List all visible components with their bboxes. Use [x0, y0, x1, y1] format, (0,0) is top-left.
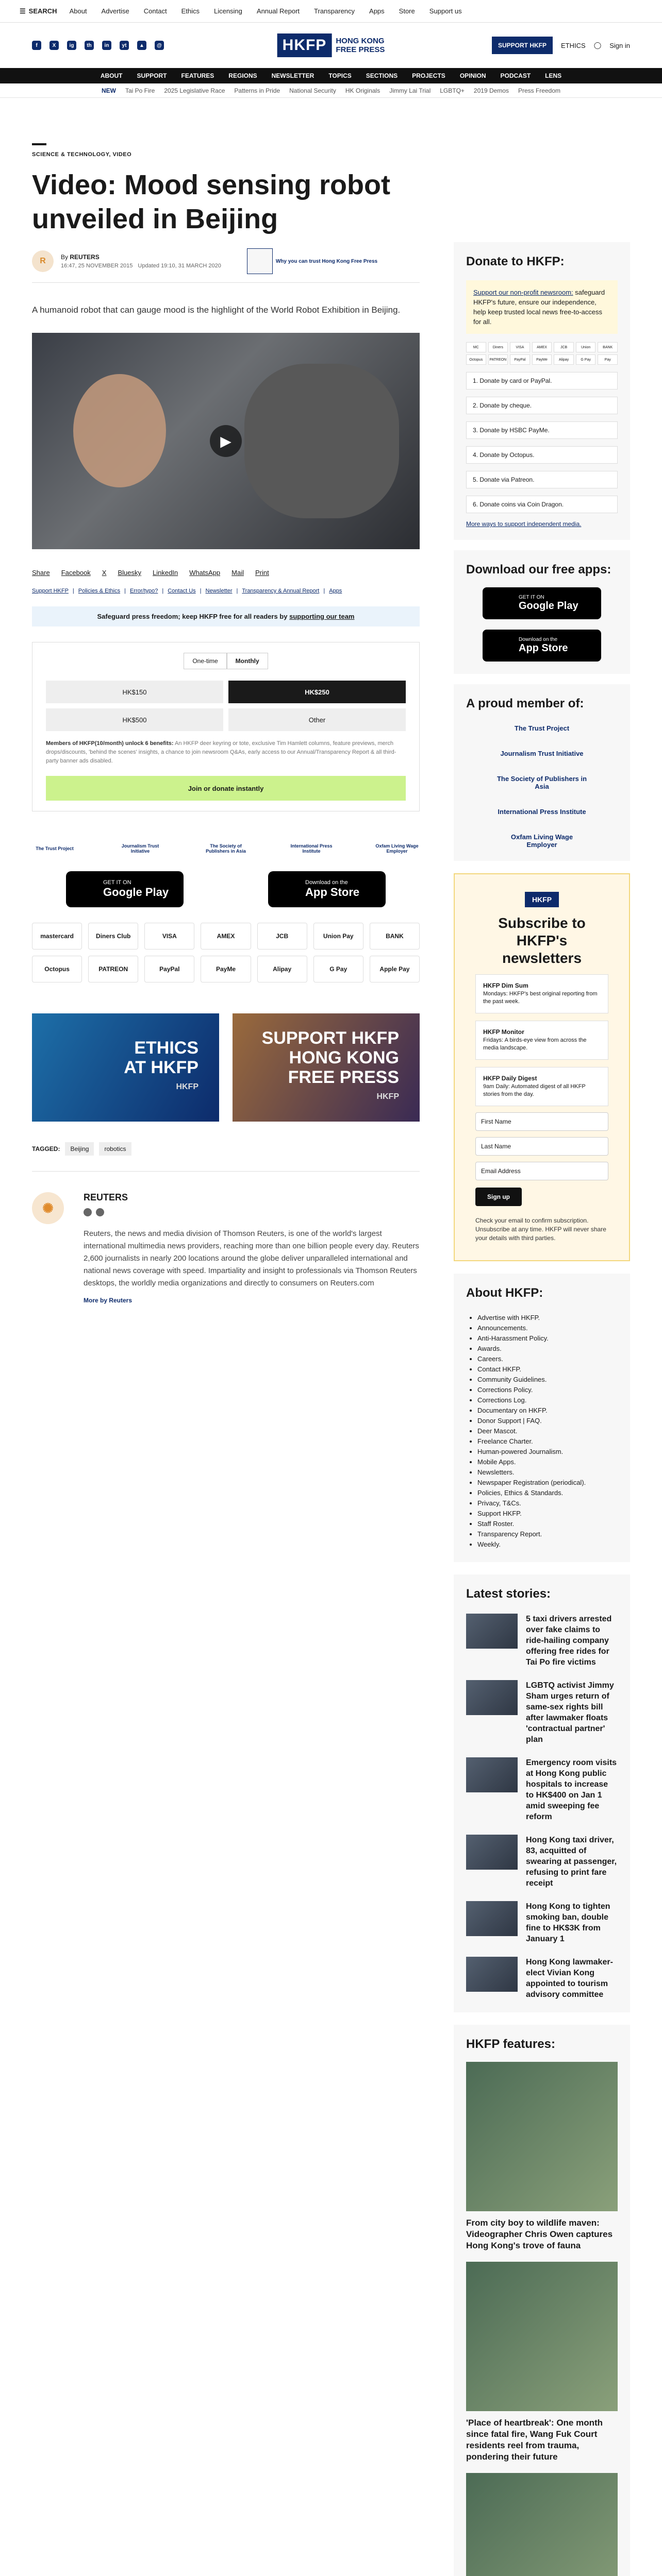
- widget-title: About HKFP:: [466, 1286, 543, 1300]
- payment-logo: PayMe: [532, 354, 552, 365]
- byline-dates: [61, 263, 221, 269]
- newsletter-note: Check your email to confirm subscription. Unsubscribe at any time. HKFP will never share your details with third parties.: [475, 1217, 606, 1242]
- video-player[interactable]: [32, 333, 420, 549]
- member-logo[interactable]: Journalism Trust Initiative: [121, 843, 159, 854]
- story-title[interactable]: Hong Kong lawmaker-elect Vivian Kong appointed to tourism advisory committee: [526, 1958, 613, 1999]
- member-widget: [454, 684, 630, 861]
- article-title: Video: Mood sensing robot unveiled in Beijing: [32, 170, 390, 234]
- payment-logo: JCB: [257, 923, 307, 950]
- email-icon[interactable]: @: [155, 41, 164, 50]
- topbar-link[interactable]: Licensing: [213, 7, 242, 15]
- newsletter-name: HKFP Monitor: [483, 1028, 524, 1036]
- nav-item[interactable]: REGIONS: [228, 72, 257, 79]
- about-link[interactable]: • Privacy, T&Cs.: [477, 1498, 618, 1509]
- badge-caption: Download on the: [519, 637, 558, 642]
- payment-logo: PATREON: [88, 956, 138, 982]
- promo-banners: [32, 1013, 420, 1122]
- topbar-link[interactable]: Annual Report: [256, 7, 300, 15]
- newsletter-name: HKFP Dim Sum: [483, 982, 528, 989]
- member-logo[interactable]: Journalism Trust Initiative: [500, 750, 584, 757]
- newsletter-desc: Fridays: A birds-eye view from across the media landscape.: [483, 1037, 587, 1051]
- payment-logo: PayMe: [201, 956, 251, 982]
- subnav-item[interactable]: Tai Po Fire: [125, 87, 155, 94]
- feature-story[interactable]: [466, 2262, 618, 2463]
- features-widget: [454, 2025, 630, 2576]
- story-thumbnail[interactable]: [466, 1835, 518, 1870]
- author-box: [32, 1171, 420, 1304]
- topbar-link[interactable]: Ethics: [181, 7, 200, 15]
- member-logo[interactable]: Oxfam Living Wage Employer: [510, 833, 573, 849]
- widget-title: Download our free apps:: [466, 563, 611, 577]
- badge-caption: GET IT ON: [519, 595, 544, 600]
- latest-story[interactable]: [466, 1680, 618, 1745]
- payment-logo: AMEX: [532, 342, 552, 352]
- about-link[interactable]: • Announcements.: [477, 1323, 618, 1333]
- threads-icon[interactable]: th: [85, 41, 94, 50]
- latest-story[interactable]: [466, 1614, 618, 1668]
- safeguard-text: Safeguard press freedom; keep HKFP free for all readers by: [97, 613, 290, 620]
- app-store-badges: [32, 871, 420, 907]
- promo-brand: HKFP: [176, 1082, 198, 1091]
- donate-method[interactable]: 1. Donate by card or PayPal.: [466, 372, 618, 389]
- safeguard-banner: [32, 606, 420, 626]
- menu-icon: ☰: [20, 7, 26, 15]
- payment-methods: [466, 342, 618, 365]
- join-button[interactable]: Join or donate instantly: [46, 776, 406, 801]
- topbar: [0, 0, 662, 23]
- byline: [32, 248, 420, 283]
- badge-caption: GET IT ON: [103, 879, 131, 886]
- frequency-option[interactable]: One-time: [184, 653, 226, 669]
- play-icon[interactable]: ▶: [210, 425, 242, 457]
- subnav-item[interactable]: 2025 Legislative Race: [164, 87, 225, 94]
- article-category[interactable]: SCIENCE & TECHNOLOGY, VIDEO: [32, 151, 132, 158]
- article-lead: A humanoid robot that can gauge mood is the highlight of the World Robot Exhibition in Beijing.: [32, 305, 401, 315]
- payment-logo: Union: [576, 342, 596, 352]
- trust-link[interactable]: [247, 248, 377, 274]
- logo-mark: HKFP: [277, 33, 332, 57]
- about-list: [466, 1313, 618, 1550]
- nav-item[interactable]: SECTIONS: [366, 72, 398, 79]
- divider: [32, 143, 46, 145]
- payment-logo: Diners: [488, 342, 508, 352]
- email-field[interactable]: Email Address: [475, 1162, 608, 1180]
- site-header: [0, 23, 662, 68]
- footer-link[interactable]: Support HKFP: [32, 588, 69, 594]
- about-link[interactable]: • Transparency Report.: [477, 1529, 618, 1539]
- payment-logo: Union Pay: [313, 923, 363, 950]
- about-link[interactable]: • Community Guidelines.: [477, 1375, 618, 1385]
- newsletter-option[interactable]: [475, 974, 608, 1013]
- widget-title: Donate to HKFP:: [466, 255, 565, 268]
- latest-widget: [454, 1574, 630, 2012]
- footer-link[interactable]: Contact Us: [168, 588, 196, 594]
- newsletter-logo: HKFP: [525, 892, 559, 907]
- newsletter-name: HKFP Daily Digest: [483, 1075, 537, 1082]
- share-link[interactable]: WhatsApp: [189, 569, 221, 577]
- publish-date: 16:47, 25 NOVEMBER 2015: [61, 263, 133, 269]
- payment-logo: BANK: [598, 342, 618, 352]
- about-link[interactable]: • Support HKFP.: [477, 1509, 618, 1519]
- nav-item[interactable]: NEWSLETTER: [271, 72, 315, 79]
- author-link[interactable]: REUTERS: [70, 253, 100, 261]
- first-name-field[interactable]: First Name: [475, 1112, 608, 1131]
- payment-logo: PayPal: [510, 354, 530, 365]
- support-hkfp-button[interactable]: SUPPORT HKFP: [492, 37, 553, 54]
- promo-title: AT HKFP: [124, 1058, 198, 1077]
- footer-link[interactable]: Transparency & Annual Report: [242, 588, 320, 594]
- nav-item[interactable]: LENS: [545, 72, 562, 79]
- about-link[interactable]: • Deer Mascot.: [477, 1426, 618, 1436]
- signup-button[interactable]: Sign up: [475, 1188, 522, 1206]
- story-title[interactable]: Hong Kong taxi driver, 83, acquitted of swearing at passenger, refusing to print fare receipt: [526, 1836, 617, 1888]
- story-title[interactable]: Hong Kong to tighten smoking ban, double fine to HK$3K from January 1: [526, 1902, 610, 1943]
- nav-item[interactable]: TOPICS: [328, 72, 352, 79]
- last-name-field[interactable]: Last Name: [475, 1137, 608, 1156]
- payment-logo: AMEX: [201, 923, 251, 950]
- share-link[interactable]: Print: [255, 569, 269, 577]
- about-link[interactable]: • Careers.: [477, 1354, 618, 1364]
- share-link[interactable]: Share: [32, 569, 50, 577]
- subnav-item[interactable]: LGBTQ+: [440, 87, 465, 94]
- about-link[interactable]: • Policies, Ethics & Standards.: [477, 1488, 618, 1498]
- story-thumbnail[interactable]: [466, 1901, 518, 1936]
- promo-title: FREE PRESS: [288, 1067, 399, 1087]
- facebook-icon[interactable]: [84, 1208, 92, 1216]
- topbar-link[interactable]: Apps: [369, 7, 385, 15]
- author-name[interactable]: REUTERS: [84, 1192, 128, 1202]
- story-title[interactable]: LGBTQ activist Jimmy Sham urges return of same-sex rights bill after lawmaker floats 'contractual partner' plan: [526, 1681, 614, 1744]
- about-link[interactable]: • Contact HKFP.: [477, 1364, 618, 1375]
- payment-logo: Alipay: [257, 956, 307, 982]
- features-list: [466, 2062, 618, 2576]
- about-link[interactable]: • Weekly.: [477, 1539, 618, 1550]
- about-link[interactable]: • Newspaper Registration (periodical).: [477, 1478, 618, 1488]
- newsletter-option[interactable]: [475, 1021, 608, 1060]
- member-logos: [32, 843, 420, 854]
- about-link[interactable]: • Staff Roster.: [477, 1519, 618, 1529]
- member-logo[interactable]: The Trust Project: [514, 724, 570, 732]
- about-link[interactable]: • Human-powered Journalism.: [477, 1447, 618, 1457]
- payment-logo: G Pay: [576, 354, 596, 365]
- story-thumbnail[interactable]: [466, 1957, 518, 1992]
- app-store-badge[interactable]: [483, 630, 601, 662]
- nav-item[interactable]: PROJECTS: [412, 72, 445, 79]
- article-footer-links: Support HKFP | Policies & Ethics | Error/typo? | Contact Us | Newsletter | Transparency & Annual Report | Apps: [32, 588, 342, 594]
- youtube-icon[interactable]: yt: [120, 41, 129, 50]
- amount-option[interactable]: HK$150: [46, 681, 223, 703]
- share-link[interactable]: Bluesky: [118, 569, 141, 577]
- footer-link[interactable]: Newsletter: [205, 588, 233, 594]
- payment-logo: G Pay: [313, 956, 363, 982]
- newsletter-desc: Mondays: HKFP's best original reporting from the past week.: [483, 991, 598, 1005]
- promo-title: SUPPORT HKFP: [261, 1028, 399, 1048]
- footer-link[interactable]: Policies & Ethics: [78, 588, 121, 594]
- donate-method[interactable]: 4. Donate by Octopus.: [466, 446, 618, 464]
- payment-logo: MC: [466, 342, 486, 352]
- x-icon[interactable]: [96, 1208, 104, 1216]
- payment-logo: VISA: [510, 342, 530, 352]
- story-thumbnail[interactable]: [466, 1614, 518, 1649]
- donate-method[interactable]: 6. Donate coins via Coin Dragon.: [466, 496, 618, 513]
- payment-logo: JCB: [554, 342, 574, 352]
- feature-story[interactable]: [466, 2062, 618, 2251]
- feature-title[interactable]: From city boy to wildlife maven: Videographer Chris Owen captures Hong Kong's trove of fauna: [466, 2218, 613, 2250]
- about-link[interactable]: • Anti-Harassment Policy.: [477, 1333, 618, 1344]
- member-logo[interactable]: Oxfam Living Wage Employer: [375, 843, 419, 854]
- subnav-item[interactable]: Press Freedom: [518, 87, 560, 94]
- story-title[interactable]: 5 taxi drivers arrested over fake claims to ride-hailing company offering free rides for Tai Po fire victims: [526, 1615, 612, 1667]
- about-link[interactable]: • Donor Support | FAQ.: [477, 1416, 618, 1426]
- widget-title: HKFP features:: [466, 2037, 555, 2051]
- topbar-link[interactable]: About: [69, 7, 87, 15]
- video-still: [73, 374, 166, 487]
- feature-title[interactable]: 'Place of heartbreak': One month since fatal fire, Wang Fuk Court residents reel from trauma, pondering their future: [466, 2418, 603, 2462]
- nav-item[interactable]: SUPPORT: [137, 72, 167, 79]
- subnav-item[interactable]: 2019 Demos: [473, 87, 509, 94]
- byline-prefix: By: [61, 253, 69, 261]
- amount-option[interactable]: HK$500: [46, 708, 223, 731]
- feature-image[interactable]: [466, 2262, 618, 2411]
- about-widget: [454, 1274, 630, 1562]
- about-link[interactable]: • Awards.: [477, 1344, 618, 1354]
- frequency-option[interactable]: Monthly: [227, 653, 268, 669]
- payment-logo: PATREON: [488, 354, 508, 365]
- promo-title: HONG KONG: [289, 1048, 399, 1067]
- author-socials: [84, 1208, 420, 1216]
- newsletter-desc: 9am Daily: Automated digest of all HKFP stories from the day.: [483, 1083, 586, 1097]
- feature-image[interactable]: [466, 2062, 618, 2211]
- tag-link[interactable]: robotics: [99, 1142, 131, 1156]
- subnav-item[interactable]: HK Originals: [345, 87, 380, 94]
- payment-methods: [32, 923, 420, 982]
- signin-link[interactable]: Sign in: [609, 41, 630, 49]
- site-logo[interactable]: [277, 33, 385, 57]
- user-icon[interactable]: ◯: [593, 41, 602, 49]
- support-promo[interactable]: [233, 1013, 420, 1122]
- latest-story[interactable]: [466, 1957, 618, 2000]
- safeguard-link[interactable]: supporting our team: [289, 613, 355, 620]
- logo-text: [336, 37, 385, 54]
- share-bar: [32, 569, 420, 577]
- linkedin-icon[interactable]: in: [102, 41, 111, 50]
- amount-option[interactable]: Other: [228, 708, 406, 731]
- new-badge: NEW: [101, 87, 116, 94]
- topbar-link[interactable]: Transparency: [314, 7, 355, 15]
- about-link[interactable]: • Corrections Policy.: [477, 1385, 618, 1395]
- trust-link-label: Why you can trust Hong Kong Free Press: [275, 258, 378, 264]
- feature-story[interactable]: [466, 2473, 618, 2576]
- nav-item[interactable]: OPINION: [459, 72, 486, 79]
- latest-list: [466, 1614, 618, 2000]
- donate-form: [32, 642, 420, 811]
- badge-title: App Store: [305, 886, 360, 899]
- author-avatar: R: [32, 250, 54, 272]
- promo-title: ETHICS: [134, 1038, 198, 1058]
- byline-author: [61, 253, 221, 261]
- google-play-badge[interactable]: [483, 587, 601, 619]
- share-link[interactable]: LinkedIn: [153, 569, 178, 577]
- badge-title: Google Play: [519, 600, 578, 612]
- topbar-link[interactable]: Contact: [143, 7, 167, 15]
- ethics-promo[interactable]: [32, 1013, 219, 1122]
- donate-methods: [466, 372, 618, 513]
- facebook-icon[interactable]: f: [32, 41, 41, 50]
- donate-text-link[interactable]: Support our non-profit newsroom:: [473, 289, 573, 296]
- perks-heading: Members of HKFP(10/month) unlock 6 benefits:: [46, 740, 174, 747]
- app-store-badge[interactable]: [268, 871, 386, 907]
- social-links: [32, 41, 164, 50]
- sub-nav: [0, 83, 662, 98]
- badge-title: Google Play: [103, 886, 169, 899]
- story-thumbnail[interactable]: [466, 1680, 518, 1715]
- donate-widget: [454, 242, 630, 540]
- logo-line: HONG KONG: [336, 37, 385, 45]
- search-button[interactable]: ☰ SEARCH: [20, 7, 57, 15]
- footer-link[interactable]: Error/typo?: [129, 588, 158, 594]
- author-bio: Reuters, the news and media division of Thomson Reuters, is one of the world's largest international multimedia news providers, reaching more than one billion people every day. Reuters 2,600 journalists in nearly 200 locations around the globe deliver unparalleled international and national news coverage with speed. Impartiality and insight to professionals via Thomson Reuters desktops, the worldly media organizations and directly to consumers on Reuters.com: [84, 1229, 419, 1287]
- more-ways-link[interactable]: More ways to support independent media.: [466, 520, 582, 528]
- subnav-item[interactable]: National Security: [289, 87, 336, 94]
- feature-image[interactable]: [466, 2473, 618, 2576]
- tag-link[interactable]: Beijing: [65, 1142, 94, 1156]
- about-link[interactable]: • Freelance Charter.: [477, 1436, 618, 1447]
- member-logo[interactable]: International Press Institute: [498, 808, 586, 816]
- nav-item[interactable]: FEATURES: [181, 72, 214, 79]
- about-link[interactable]: • Advertise with HKFP.: [477, 1313, 618, 1323]
- payment-logo: mastercard: [32, 923, 82, 950]
- perks-text: An HKFP deer keyring or tote, exclusive Tim Hamlett columns, feature previews, merch drops/discounts, 'behind the scenes' insights, a chance to join newsroom Q&As, early access to our Annual/Transparency Report & all third-party banner ads disabled.: [46, 740, 396, 764]
- payment-logo: VISA: [144, 923, 194, 950]
- logo-line: FREE PRESS: [336, 45, 385, 54]
- about-link[interactable]: • Mobile Apps.: [477, 1457, 618, 1467]
- bluesky-icon[interactable]: ▲: [137, 41, 146, 50]
- frequency-toggle: [46, 653, 406, 669]
- ethics-link[interactable]: ETHICS: [561, 41, 586, 49]
- footer-link[interactable]: Apps: [329, 588, 342, 594]
- payment-logo: Diners Club: [88, 923, 138, 950]
- donate-method[interactable]: 3. Donate by HSBC PayMe.: [466, 421, 618, 439]
- sidebar: [454, 242, 630, 2576]
- payment-logo: Alipay: [554, 354, 574, 365]
- share-link[interactable]: Facebook: [61, 569, 91, 577]
- amount-option[interactable]: HK$250: [228, 681, 406, 703]
- share-link[interactable]: Mail: [231, 569, 244, 577]
- payment-logo: Apple Pay: [370, 956, 420, 982]
- about-link[interactable]: • Documentary on HKFP.: [477, 1405, 618, 1416]
- newsletter-widget: [454, 873, 630, 1261]
- subnav-item[interactable]: Patterns in Pride: [234, 87, 280, 94]
- donate-method[interactable]: 2. Donate by cheque.: [466, 397, 618, 414]
- member-logos: [466, 724, 618, 849]
- member-perks: [46, 739, 406, 766]
- donate-method[interactable]: 5. Donate via Patreon.: [466, 471, 618, 488]
- amount-options: [46, 681, 406, 731]
- subnav-item[interactable]: Jimmy Lai Trial: [389, 87, 431, 94]
- newsletter-option[interactable]: [475, 1067, 608, 1106]
- widget-title: Latest stories:: [466, 1587, 551, 1601]
- member-logo[interactable]: International Press Institute: [290, 843, 333, 854]
- about-link[interactable]: • Corrections Log.: [477, 1395, 618, 1405]
- share-link[interactable]: X: [102, 569, 107, 577]
- nav-item[interactable]: PODCAST: [500, 72, 531, 79]
- about-link[interactable]: • Newsletters.: [477, 1467, 618, 1478]
- main-nav: [0, 68, 662, 83]
- promo-brand: HKFP: [376, 1092, 399, 1101]
- donate-text: [466, 280, 618, 334]
- story-thumbnail[interactable]: [466, 1757, 518, 1792]
- google-play-badge[interactable]: [66, 871, 184, 907]
- more-by-author-link[interactable]: More by Reuters: [84, 1297, 133, 1304]
- tags-label: TAGGED:: [32, 1145, 60, 1153]
- member-logo[interactable]: The Society of Publishers in Asia: [206, 843, 246, 854]
- badge-caption: Download on the: [305, 879, 348, 886]
- member-logo[interactable]: The Trust Project: [36, 846, 74, 851]
- reuters-logo: ✺: [32, 1192, 64, 1224]
- story-title[interactable]: Emergency room visits at Hong Kong public hospitals to increase to HK$400 on Jan 1 amid sweeping fee reform: [526, 1758, 617, 1821]
- payment-logo: PayPal: [144, 956, 194, 982]
- payment-logo: Octopus: [32, 956, 82, 982]
- latest-story[interactable]: [466, 1757, 618, 1822]
- trust-icon: [247, 248, 273, 274]
- topbar-link[interactable]: Support us: [429, 7, 462, 15]
- member-logo[interactable]: The Society of Publishers in Asia: [496, 775, 587, 790]
- newsletter-title: Subscribe to HKFP's newsletters: [498, 915, 586, 966]
- badge-title: App Store: [519, 642, 568, 654]
- topbar-link[interactable]: Advertise: [101, 7, 129, 15]
- instagram-icon[interactable]: ig: [67, 41, 76, 50]
- updated-date: Updated 19:10, 31 MARCH 2020: [138, 263, 221, 269]
- donate-text-body: safeguard HKFP's future, ensure our independence, help keep trusted local news free-to-access for all.: [473, 289, 605, 326]
- payment-logo: Pay: [598, 354, 618, 365]
- payment-logo: BANK: [370, 923, 420, 950]
- latest-story[interactable]: [466, 1835, 618, 1889]
- video-still: [244, 364, 399, 518]
- widget-title: A proud member of:: [466, 697, 584, 710]
- tags: [32, 1142, 420, 1156]
- article-main: [32, 143, 420, 1304]
- x-icon[interactable]: X: [49, 41, 59, 50]
- apps-widget: [454, 550, 630, 674]
- latest-story[interactable]: [466, 1901, 618, 1944]
- nav-item[interactable]: ABOUT: [100, 72, 123, 79]
- topbar-link[interactable]: Store: [399, 7, 415, 15]
- payment-logo: Octopus: [466, 354, 486, 365]
